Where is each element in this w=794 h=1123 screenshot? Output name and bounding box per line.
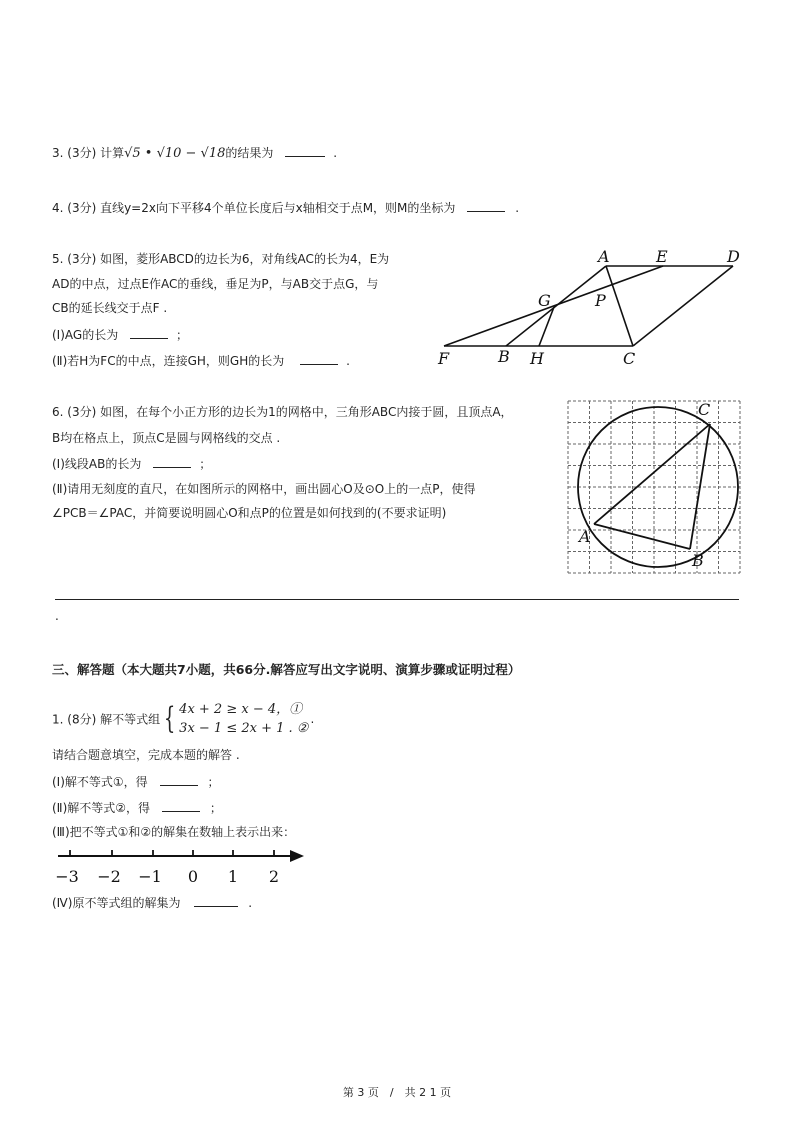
section-3-title: 三、解答题（本大题共7小题，共66分.解答应写出文字说明、演算步骤或证明过程） xyxy=(52,662,521,677)
q1-instruction: 请结合题意填空，完成本题的解答 . xyxy=(52,748,240,762)
q5-part2-end: . xyxy=(346,354,350,368)
grid-circle-figure xyxy=(562,397,744,577)
number-line xyxy=(50,845,310,887)
label-A: A xyxy=(579,527,591,546)
q4-end: . xyxy=(515,201,520,215)
q6-part2a: (Ⅱ)请用无刻度的直尺，在如图所示的网格中，画出圆心O及⊙O上的一点P，使得 xyxy=(52,482,476,496)
dashed-grid xyxy=(568,401,740,573)
tick-label-neg3: −3 xyxy=(55,867,79,886)
q5-part1-text: (Ⅰ)AG的长为 xyxy=(52,328,119,342)
q6-part2b: ∠PCB＝∠PAC，并简要说明圆心O和点P的位置是如何找到的(不要求证明) xyxy=(52,506,447,520)
q6-part1 xyxy=(52,455,211,472)
label-A: A xyxy=(598,247,610,266)
segment-AB xyxy=(506,266,606,346)
q1-part2 xyxy=(52,799,222,816)
q1-part1-end: ； xyxy=(207,775,220,789)
label-C: C xyxy=(623,349,636,368)
tick-label-1: 1 xyxy=(227,867,239,886)
rhombus-figure xyxy=(430,244,750,370)
arrow-right-icon xyxy=(290,850,304,862)
q5-part2 xyxy=(52,352,350,369)
q5-line1: 5. (3分) 如图，菱形ABCD的边长为6，对角线AC的长为4，E为 xyxy=(52,252,390,266)
question-4 xyxy=(52,199,519,216)
q6-line1: 6. (3分) 如图，在每个小正方形的边长为1的网格中，三角形ABC内接于圆，且顶点A， xyxy=(52,405,513,419)
q6-part1-end: ； xyxy=(199,457,212,471)
label-C: C xyxy=(698,400,711,419)
q5-part2-text: (Ⅱ)若H为FC的中点，连接GH，则GH的长为 xyxy=(52,354,285,368)
q1-part2-blank[interactable] xyxy=(162,799,200,812)
label-F: F xyxy=(438,349,450,368)
q5-part1-blank[interactable] xyxy=(130,326,168,339)
label-P: P xyxy=(595,291,606,310)
segment-DC xyxy=(633,266,733,346)
q5-part1-end: ； xyxy=(176,328,189,342)
q1-part1-blank[interactable] xyxy=(160,773,198,786)
segment-FE xyxy=(444,266,663,346)
q6-part1-blank[interactable] xyxy=(153,455,191,468)
q1-part4-text: (Ⅳ)原不等式组的解集为 xyxy=(52,896,181,910)
q6-line2: B均在格点上，顶点C是圆与网格线的交点 . xyxy=(52,431,281,445)
q5-line3: CB的延长线交于点F . xyxy=(52,301,168,315)
label-E: E xyxy=(656,247,668,266)
q1-inequality-system xyxy=(160,700,308,738)
label-H: H xyxy=(530,349,544,368)
q3-answer-blank[interactable] xyxy=(285,144,325,157)
q3-end: . xyxy=(333,146,338,160)
q6-answer-end: . xyxy=(55,609,59,623)
q5-part2-blank[interactable] xyxy=(300,352,338,365)
label-B: B xyxy=(692,551,704,570)
q4-label: 4. (3分) 直线y=2x向下平移4个单位长度后与x轴相交于点M，则M的坐标为 xyxy=(52,201,456,215)
left-brace-icon: { xyxy=(163,701,176,736)
q1-part1-text: (Ⅰ)解不等式①，得 xyxy=(52,775,148,789)
q1-part4-end: . xyxy=(248,896,253,910)
q1-part2-end: ； xyxy=(209,801,222,815)
label-G: G xyxy=(538,291,551,310)
q1-heading xyxy=(52,700,314,738)
q1-inequality-1: 4x + 2 ≥ x − 4，① xyxy=(179,702,303,717)
q6-part1-text: (Ⅰ)线段AB的长为 xyxy=(52,457,142,471)
tick-label-2: 2 xyxy=(268,867,280,886)
q3-expression: √5 • √10 − √18 xyxy=(124,146,226,161)
q3-suffix: 的结果为 xyxy=(225,146,274,160)
q1-end: . xyxy=(310,712,315,726)
q4-answer-blank[interactable] xyxy=(467,199,505,212)
q6-answer-line[interactable] xyxy=(55,599,739,600)
question-3 xyxy=(52,144,337,161)
q1-inequality-2: 3x − 1 ≤ 2x + 1 . ② xyxy=(179,721,309,736)
q1-part4-blank[interactable] xyxy=(194,894,238,907)
tick-label-neg2: −2 xyxy=(97,867,121,886)
q5-part1 xyxy=(52,326,188,343)
q1-part3: (Ⅲ)把不等式①和②的解集在数轴上表示出来： xyxy=(52,825,296,839)
q3-label: 3. (3分) 计算 xyxy=(52,146,125,160)
q1-part2-text: (Ⅱ)解不等式②，得 xyxy=(52,801,151,815)
q1-part1 xyxy=(52,773,220,790)
page-footer: 第 3 页 / 共 2 1 页 xyxy=(342,1086,452,1099)
q1-label: 1. (8分) 解不等式组 xyxy=(52,712,161,727)
tick-label-neg1: −1 xyxy=(138,867,162,886)
label-D: D xyxy=(727,247,740,266)
label-B: B xyxy=(498,347,510,366)
tick-label-0: 0 xyxy=(187,867,199,886)
q5-line2: AD的中点，过点E作AC的垂线，垂足为P，与AB交于点G，与 xyxy=(52,277,379,291)
q1-part4 xyxy=(52,894,252,911)
